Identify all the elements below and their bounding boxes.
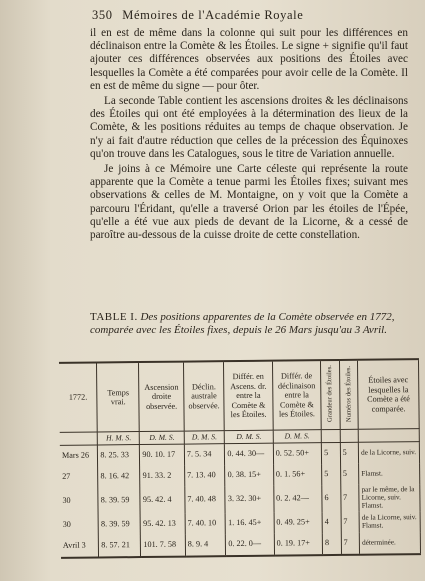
running-title: Mémoires de l'Académie Royale [122, 8, 304, 22]
diff-ascension-cell: 1. 16. 45+ [225, 512, 274, 534]
star-cell: Flamst. [359, 463, 420, 485]
unit-cell [358, 429, 419, 442]
page-number: 350 [92, 8, 113, 22]
diff-ascension-cell: 0. 44. 30— [225, 443, 274, 465]
unit-cell [340, 429, 359, 442]
diff-declination-cell: 0. 52. 50+ [273, 442, 322, 464]
table-caption [90, 311, 410, 337]
col-header-star-numbers: Numéros des Étoiles. [339, 360, 358, 430]
col-header-diff-ascension: Différ. en Ascens. dr. entre la Comète & les Étoiles. [224, 361, 273, 431]
table-caption-text: Des positions apparentes de la Comète observée en 1772, comparée avec les Étoiles fixes, depuis le 26 Mars jusqu'au 3 Avril. [90, 311, 395, 337]
star-number-cell: 5 [340, 442, 359, 464]
paragraph: La seconde Table contient les ascensions droites & les déclinaisons des Étoiles qui ont été employées à la détermination des lieux de la Comète, & les positions réduites au temps de chaque observation. Je n'y ai fait d'autre réduction que celles de la précession des Équinoxes qu'on trouve dans les Catalogues, sous le titre de Variation annuelle. [90, 95, 408, 160]
diff-ascension-cell: 3. 32. 30+ [225, 485, 274, 513]
date-cell: 30 [61, 514, 99, 535]
col-header-declination: Déclin. australe observée. [183, 361, 224, 431]
unit-cell: D. M. S. [225, 430, 273, 443]
unit-cell [60, 432, 98, 445]
diff-declination-cell: 0. 1. 56+ [273, 464, 322, 486]
paragraph: Je joins à ce Mémoire une Carte céleste qui représente la route apparente que la Comète a tenue parmi les Étoiles fixes; suivant mes observations & celles de M. Montaigne, on y voit que la Comète a parcouru l'Éridant, qu'elle a traversé Orion par les étoiles de l'Épée, qu'elle a été vue aux pieds de devant de la Licorne, & a cessé de paroître au-dessous de la cuisse droite de cette constellation. [90, 163, 408, 242]
diff-ascension-cell: 0. 38. 15+ [225, 464, 274, 486]
diff-ascension-cell: 0. 22. 0— [226, 533, 275, 556]
time-cell: 8. 16. 42 [98, 466, 140, 487]
greatness-cell: 5 [321, 442, 340, 464]
diff-declination-cell: 0. 19. 17+ [274, 533, 323, 556]
star-cell: déterminée. [360, 532, 421, 555]
time-cell: 8. 39. 59 [98, 514, 140, 535]
running-header [92, 8, 415, 23]
table-row [61, 532, 421, 558]
table-row [60, 484, 420, 515]
date-cell: Avril 3 [61, 535, 99, 557]
star-number-cell: 7 [340, 484, 359, 511]
greatness-cell: 5 [322, 463, 341, 484]
ascension-cell: 91. 33. 2 [140, 465, 185, 486]
col-header-greatness: Grandeur des Étoiles. [321, 360, 340, 430]
time-cell: 8. 39. 59 [98, 487, 140, 515]
unit-cell: H. M. S. [98, 432, 140, 445]
star-number-cell: 7 [341, 511, 360, 532]
table-header-row [59, 359, 419, 432]
ascension-cell: 90. 10. 17 [140, 444, 185, 466]
diff-declination-cell: 0. 49. 25+ [274, 512, 323, 534]
unit-cell: D. M. S. [273, 430, 321, 443]
col-header-year: 1772. [59, 362, 98, 432]
col-header-time: Temps vrai. [97, 362, 140, 432]
paragraph: il en est de même dans la colonne qui suit pour les différences en déclinaison entre la Comète & les Étoiles. Le signe + signifie qu'il faut ajouter ces différences observées aux positions des Étoiles avec lesquelles la Comète a été comparées pour avoir celle de la Comète. Il en est de même du signe — pour ôter. [90, 27, 408, 92]
table-label: TABLE I. [90, 311, 138, 323]
time-cell: 8. 57. 21 [99, 535, 141, 557]
ascension-cell: 101. 7. 58 [141, 534, 186, 556]
star-number-cell: 7 [341, 532, 360, 554]
declination-cell: 7. 40. 10 [185, 513, 226, 534]
unit-cell: D. M. S. [184, 431, 225, 444]
date-cell: 30 [60, 487, 98, 515]
col-header-diff-declination: Différ. de déclinaison entre la Comète & les Étoiles. [272, 360, 321, 430]
star-cell: de la Licorne, suiv. Flamst. [359, 511, 420, 533]
col-header-stars: Étoiles avec lesquelles la Comète a été comparée. [358, 359, 420, 429]
star-cell: par le même, de la Licorne, suiv. Flamst. [359, 484, 420, 512]
greatness-cell: 8 [322, 533, 341, 555]
star-number-cell: 5 [340, 463, 359, 484]
date-cell: 27 [60, 466, 98, 487]
body-text [90, 27, 408, 242]
ascension-cell: 95. 42. 4 [140, 486, 185, 514]
unit-cell: D. M. S. [140, 431, 185, 444]
declination-cell: 8. 9. 4 [185, 534, 226, 556]
time-cell: 8. 25. 33 [98, 444, 140, 466]
declination-cell: 7. 40. 48 [185, 486, 226, 514]
star-cell: de la Licorne, suiv. [359, 441, 420, 463]
declination-cell: 7. 13. 40 [184, 465, 225, 486]
unit-cell [321, 429, 340, 442]
diff-declination-cell: 0. 2. 42— [274, 485, 323, 513]
ascension-cell: 95. 42. 13 [141, 513, 186, 534]
date-cell: Mars 26 [60, 444, 98, 466]
observation-table [59, 358, 421, 558]
greatness-cell: 4 [322, 512, 341, 533]
greatness-cell: 6 [322, 484, 341, 511]
declination-cell: 7. 5. 34 [184, 443, 225, 465]
col-header-ascension: Ascension droite observée. [139, 362, 184, 432]
